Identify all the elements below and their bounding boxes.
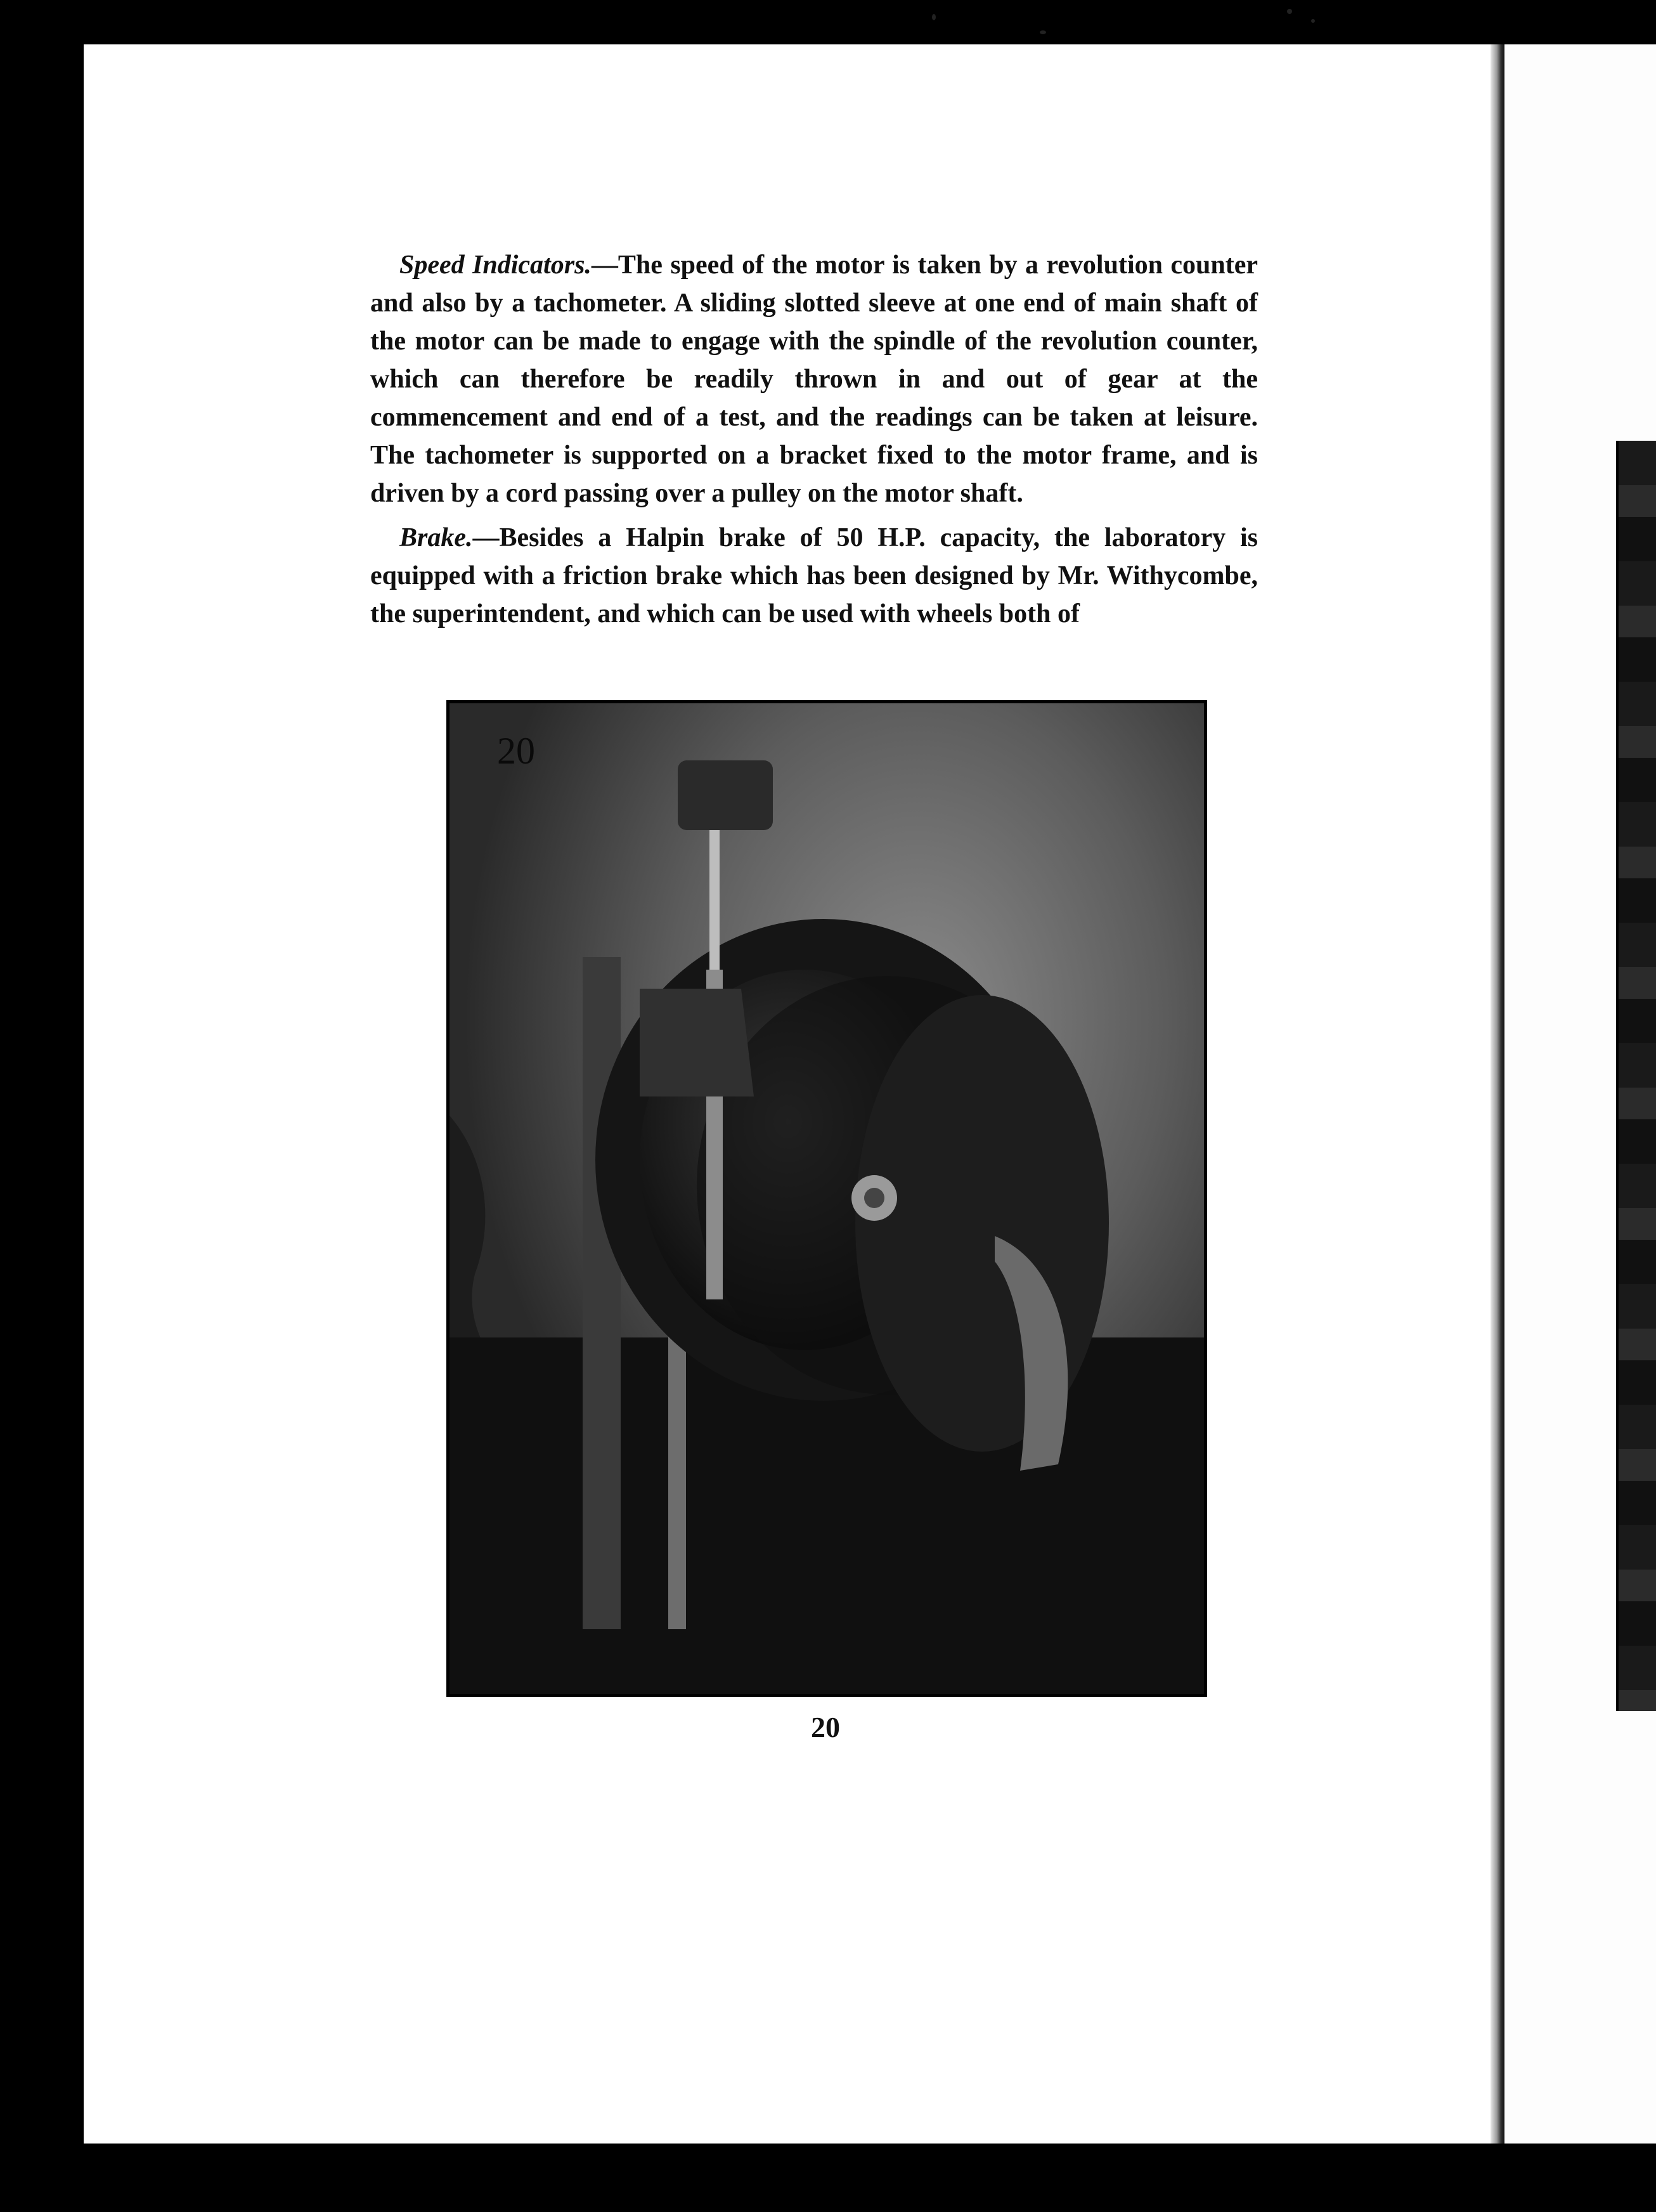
paragraph-text: —The speed of the motor is taken by a revolution counter and also by a tachometer. A sliding slotted sleeve at one end of main shaft of the motor can be made to engage with the spindle of the revolution counter, which can therefore be readily thrown in and out of gear at the commencement and end of a test, and the readings can be taken at leisure. The tachometer is supported on a bracket fixed to the motor frame, and is driven by a cord passing over a pulley on the motor shaft. <box>370 250 1258 508</box>
paragraph-speed-indicators <box>370 246 1258 512</box>
right-page <box>1504 44 1656 2144</box>
paragraph-heading: Brake. <box>399 523 473 552</box>
paragraph-brake <box>370 519 1258 633</box>
paragraph-text: —Besides a Halpin brake of 50 H.P. capacity, the laboratory is equipped with a friction brake which has been designed by Mr. Withycombe, the superintendent, and which can be used with wheels both of <box>370 523 1258 628</box>
facing-page-photo-edge <box>1616 441 1656 1711</box>
motor-photograph <box>446 700 1207 1697</box>
page-number: 20 <box>811 1711 840 1743</box>
plate-label: 20 <box>497 730 535 772</box>
book-gutter <box>1491 44 1504 2144</box>
body-text <box>370 246 1258 633</box>
paragraph-heading: Speed Indicators. <box>399 250 592 280</box>
